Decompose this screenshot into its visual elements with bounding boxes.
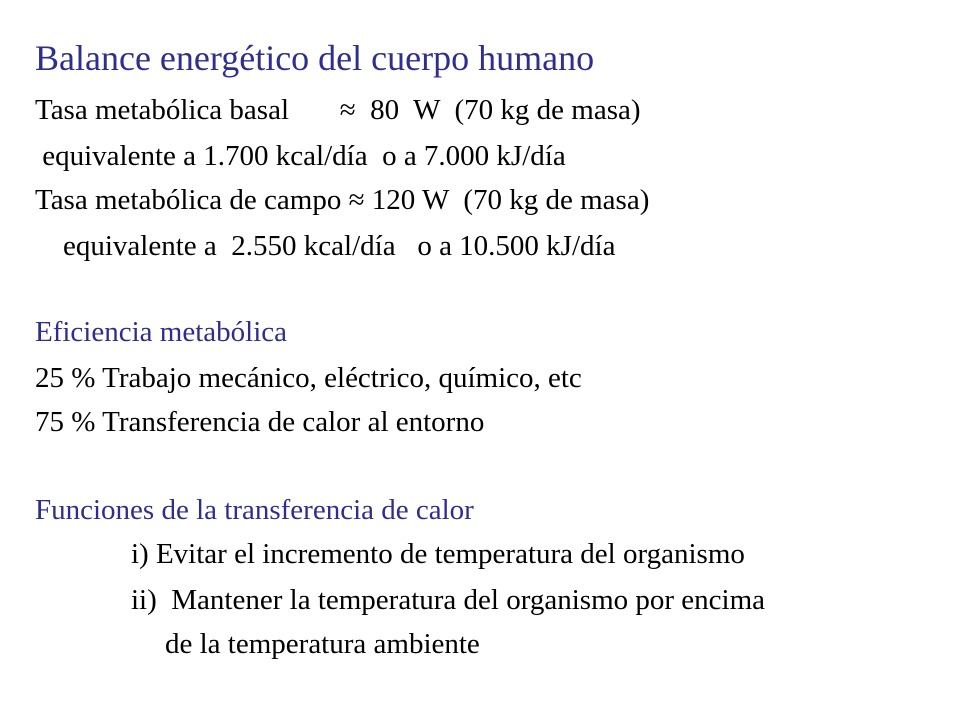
basal-rate-line: Tasa metabólica basal ≈ 80 W (70 kg de masa) — [35, 94, 641, 126]
field-rate-line: Tasa metabólica de campo ≈ 120 W (70 kg de masa) — [35, 184, 650, 216]
function-item-continuation: de la temperatura ambiente — [165, 628, 480, 660]
field-equivalent-line: equivalente a 2.550 kcal/día o a 10.500 kJ/día — [63, 230, 616, 262]
function-item: i) Evitar el incremento de temperatura del organismo — [131, 538, 745, 570]
functions-heading: Funciones de la transferencia de calor — [35, 494, 474, 526]
basal-equivalent-line: equivalente a 1.700 kcal/día o a 7.000 kJ/día — [35, 140, 566, 172]
function-item: ii) Mantener la temperatura del organismo por encima — [131, 584, 766, 616]
efficiency-item: 25 % Trabajo mecánico, eléctrico, químico, etc — [35, 362, 582, 394]
efficiency-heading: Eficiencia metabólica — [35, 316, 287, 348]
efficiency-item: 75 % Transferencia de calor al entorno — [35, 406, 485, 438]
slide-title: Balance energético del cuerpo humano — [35, 38, 595, 78]
